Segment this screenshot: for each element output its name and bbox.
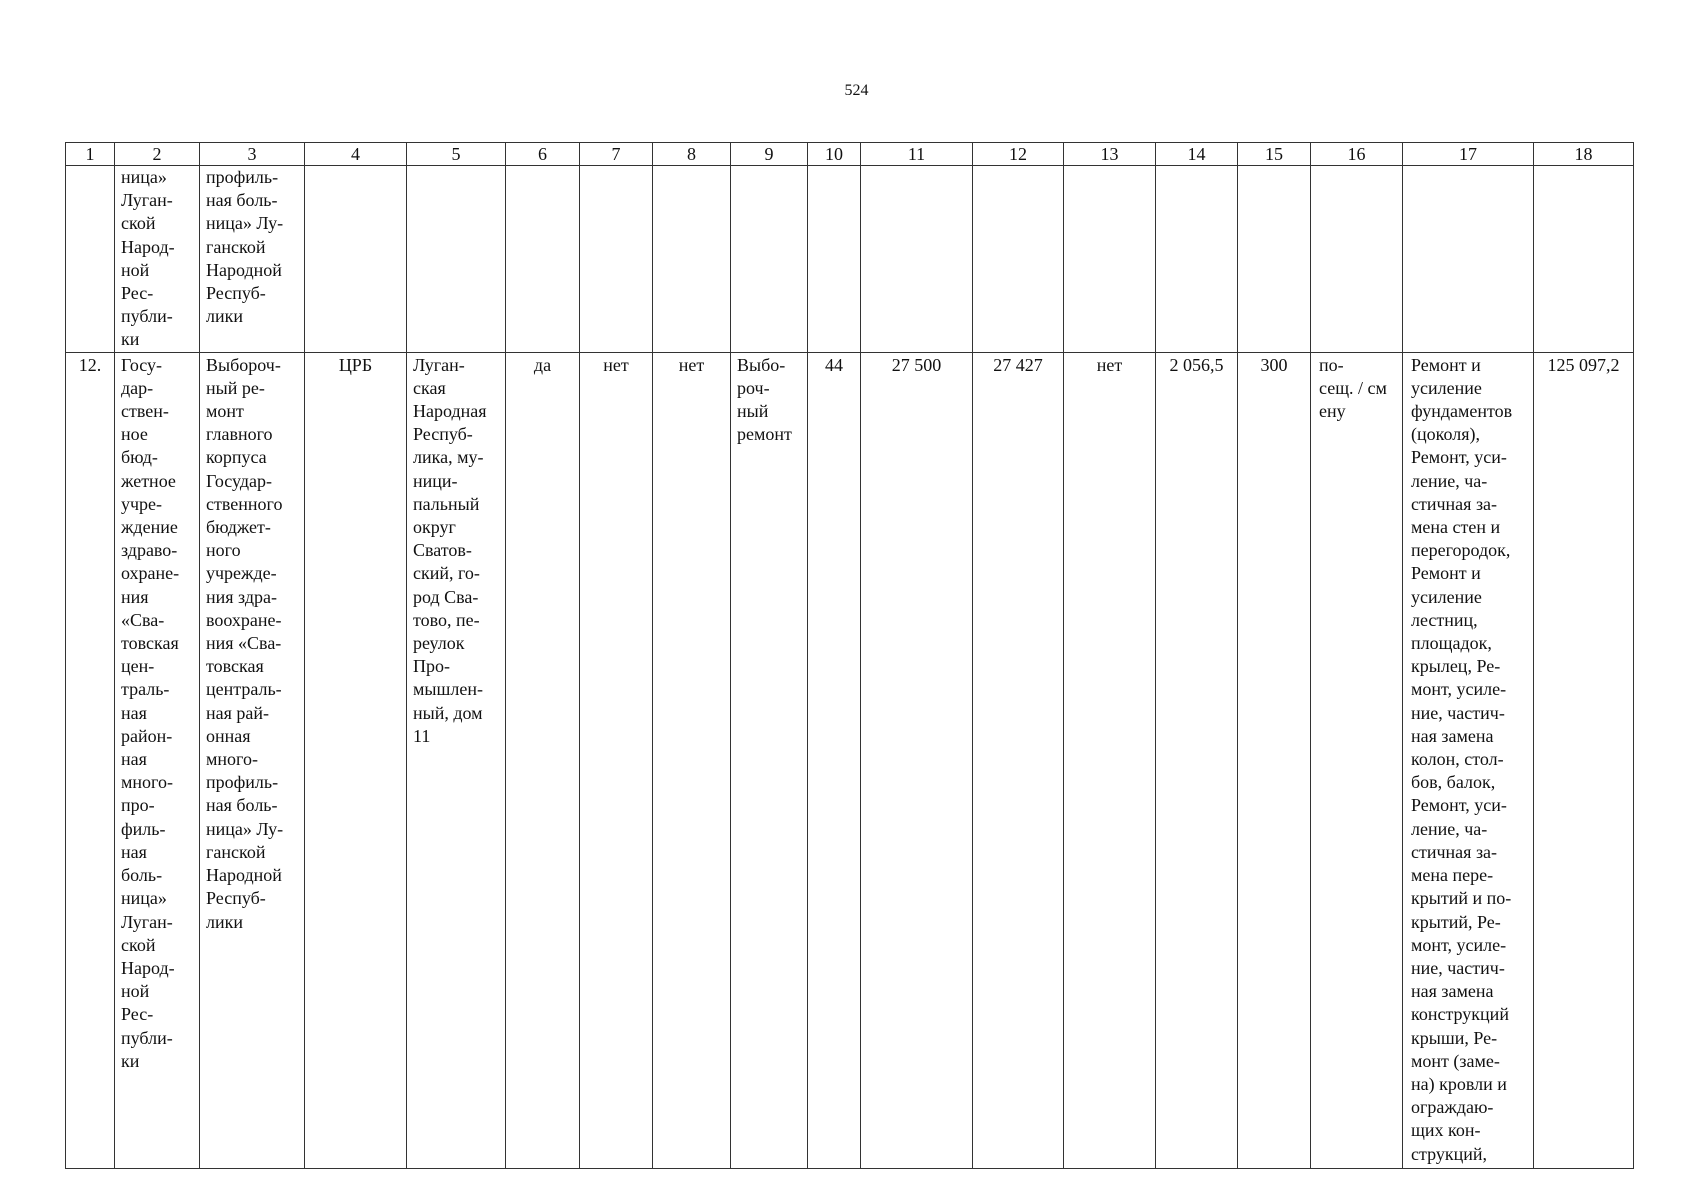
column-number-15: 15 (1238, 143, 1311, 166)
column-number-10: 10 (808, 143, 861, 166)
table-cell (861, 166, 973, 353)
table-cell (1156, 166, 1238, 353)
repair-type-cell: Выбо- роч- ный ремонт (731, 352, 808, 1168)
column-number-7: 7 (580, 143, 653, 166)
table-cell (973, 166, 1064, 353)
column-number-11: 11 (861, 143, 973, 166)
table-cell: ница» Луган- ской Народ- ной Рес- публи- ки (115, 166, 200, 353)
project-name-cell: Выбороч- ный ре- монт главного корпуса Государ- ственного бюджет- ного учрежде- ния здра- воохране- ния «Сва- товская централь- ная рай- онная много- профиль- ная боль- ница» Лу- ганской Народной Респуб- лики (200, 352, 305, 1168)
table-cell (305, 166, 407, 353)
table-cell (731, 166, 808, 353)
table-cell: 27 427 (973, 352, 1064, 1168)
table-cell: нет (653, 352, 731, 1168)
table-cell: 44 (808, 352, 861, 1168)
column-number-16: 16 (1311, 143, 1403, 166)
table-cell: 2 056,5 (1156, 352, 1238, 1168)
column-number-14: 14 (1156, 143, 1238, 166)
column-number-5: 5 (407, 143, 506, 166)
column-number-1: 1 (66, 143, 115, 166)
table-cell (808, 166, 861, 353)
capacity-unit-cell: по- сещ. / см ену (1311, 352, 1403, 1168)
table-cell (1064, 166, 1156, 353)
cost-cell: 125 097,2 (1534, 352, 1634, 1168)
table-cell (580, 166, 653, 353)
table-cell: да (506, 352, 580, 1168)
column-number-3: 3 (200, 143, 305, 166)
column-number-13: 13 (1064, 143, 1156, 166)
column-number-18: 18 (1534, 143, 1634, 166)
table-row-continuation (66, 166, 1634, 353)
table-cell: профиль- ная боль- ница» Лу- ганской Народной Респуб- лики (200, 166, 305, 353)
institution-name-cell: Госу- дар- ствен- ное бюд- жетное учре- ждение здраво- охране- ния «Сва- товская цен- траль- ная район- ная много- про- филь- ная боль- ница» Луган- ской Народ- ной Рес- публи- ки (115, 352, 200, 1168)
table-cell (653, 166, 731, 353)
column-number-2: 2 (115, 143, 200, 166)
table-row-12 (66, 352, 1634, 1168)
table-cell (1238, 166, 1311, 353)
column-number-8: 8 (653, 143, 731, 166)
table-cell: 300 (1238, 352, 1311, 1168)
table-cell (1311, 166, 1403, 353)
column-number-6: 6 (506, 143, 580, 166)
row-number-cell: 12. (66, 352, 115, 1168)
table-cell (407, 166, 506, 353)
table-cell: нет (580, 352, 653, 1168)
column-number-9: 9 (731, 143, 808, 166)
table-cell (66, 166, 115, 353)
table-cell (1403, 166, 1534, 353)
table-cell (506, 166, 580, 353)
table-cell: нет (1064, 352, 1156, 1168)
table-cell (1534, 166, 1634, 353)
facility-type-cell: ЦРБ (305, 352, 407, 1168)
table-cell: 27 500 (861, 352, 973, 1168)
works-list-cell: Ремонт и усиление фундаментов (цоколя), Ремонт, уси- ление, ча- стичная за- мена стен и перегородок, Ремонт и усиление лестниц, площадок, крылец, Ре- монт, усиле- ние, частич- ная замена колон, стол- бов, балок, Ремонт, уси- ление, ча- стичная за- мена пере- крытий и по- крытий, Ре- монт, усиле- ние, частич- ная замена конструкций крыши, Ре- монт (заме- на) кровли и ограждаю- щих кон- струкций, (1403, 352, 1534, 1168)
column-number-17: 17 (1403, 143, 1534, 166)
address-cell: Луган- ская Народная Респуб- лика, му- ници- пальный округ Сватов- ский, го- род Сва- тово, пе- реулок Про- мышлен- ный, дом 11 (407, 352, 506, 1168)
page-number: 524 (844, 82, 869, 99)
column-number-4: 4 (305, 143, 407, 166)
header-row (66, 143, 1634, 166)
data-table (65, 142, 1634, 1169)
column-number-12: 12 (973, 143, 1064, 166)
